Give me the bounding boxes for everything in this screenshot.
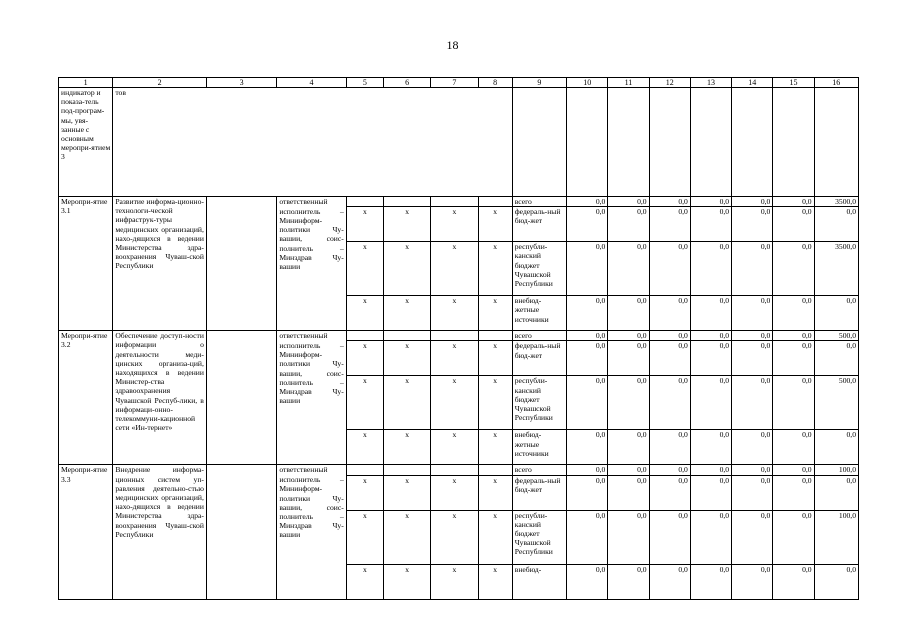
- funding-value: 3500,0: [814, 242, 858, 296]
- funding-value: 100,0: [814, 465, 858, 475]
- column-number: 4: [277, 78, 346, 88]
- funding-value: 0,0: [773, 197, 814, 207]
- funding-value: 0,0: [732, 510, 773, 564]
- funding-value: 0,0: [690, 475, 731, 510]
- column-number: 1: [59, 78, 113, 88]
- x-mark: x: [431, 510, 478, 564]
- funding-value: 0,0: [732, 376, 773, 430]
- column-number: 16: [814, 78, 858, 88]
- funding-value: 0,0: [773, 465, 814, 475]
- column-number: 15: [773, 78, 814, 88]
- executor-text: исполнитель – Мининформ-политики Чу-вашии, соис-полнитель – Минздрав Чу-вашии: [277, 475, 346, 599]
- x-mark: x: [383, 475, 430, 510]
- x-mark: x: [431, 242, 478, 296]
- funding-value: 0,0: [649, 510, 690, 564]
- executor-text: исполнитель – Мининформ-политики Чу-вашии, соис-полнитель – Минздрав Чу-вашии: [277, 207, 346, 331]
- column-number: 13: [690, 78, 731, 88]
- indicator-row: [59, 88, 859, 197]
- x-mark: x: [383, 207, 430, 242]
- funding-value: 0,0: [567, 242, 608, 296]
- x-mark: x: [431, 564, 478, 599]
- empty-cell: [649, 88, 690, 197]
- x-mark: [346, 197, 383, 207]
- funding-value: 100,0: [814, 510, 858, 564]
- empty-cell: [814, 88, 858, 197]
- funding-value: 0,0: [608, 207, 649, 242]
- x-mark: [431, 197, 478, 207]
- program-table: [58, 77, 859, 600]
- x-mark: [478, 331, 512, 341]
- empty-cell: [732, 88, 773, 197]
- x-mark: x: [478, 510, 512, 564]
- funding-value: 0,0: [690, 197, 731, 207]
- funding-value: 3500,0: [814, 197, 858, 207]
- x-mark: [383, 465, 430, 475]
- measure-code: Меропри-ятие 3.2: [59, 331, 113, 465]
- empty-cell: [206, 197, 276, 331]
- funding-value: 0,0: [608, 341, 649, 376]
- x-mark: x: [383, 430, 430, 465]
- column-number: 6: [383, 78, 430, 88]
- funding-value: 0,0: [814, 430, 858, 465]
- column-number: 9: [512, 78, 566, 88]
- funding-value: 0,0: [732, 242, 773, 296]
- funding-value: 0,0: [567, 341, 608, 376]
- empty-cell: [690, 88, 731, 197]
- empty-cell: [206, 331, 276, 465]
- page-number: 18: [446, 38, 459, 52]
- executor-text: исполнитель – Мининформ-политики Чу-вашии, соис-полнитель – Минздрав Чу-вашии: [277, 341, 346, 465]
- column-number: 12: [649, 78, 690, 88]
- column-number: 7: [431, 78, 478, 88]
- funding-value: 0,0: [814, 341, 858, 376]
- funding-value: 0,0: [814, 207, 858, 242]
- x-mark: x: [346, 564, 383, 599]
- funding-value: 0,0: [608, 475, 649, 510]
- funding-value: 0,0: [567, 376, 608, 430]
- funding-value: 0,0: [773, 475, 814, 510]
- measure-row: [59, 331, 859, 341]
- measure-name: Обеспечение доступ-ности информации о деятельности меди-цинских организа-ций, находящихся в ведении Министер-ства здравоохранения Чувашской Респуб-лики, в информаци-онно-телекоммуни-кационной сети «Ин-тернет»: [113, 331, 207, 465]
- x-mark: [478, 465, 512, 475]
- funding-value: 0,0: [567, 510, 608, 564]
- x-mark: x: [346, 341, 383, 376]
- measure-row: [59, 465, 859, 475]
- funding-value: 0,0: [814, 564, 858, 599]
- funding-value: 0,0: [608, 430, 649, 465]
- funding-value: 0,0: [649, 475, 690, 510]
- funding-value: 0,0: [690, 510, 731, 564]
- column-number: 14: [732, 78, 773, 88]
- x-mark: x: [431, 296, 478, 331]
- funding-value: 0,0: [690, 465, 731, 475]
- x-mark: x: [383, 376, 430, 430]
- measure-row: [59, 197, 859, 207]
- funding-value: 0,0: [649, 197, 690, 207]
- funding-source: федераль-ный бюд-жет: [512, 475, 566, 510]
- funding-value: 0,0: [814, 296, 858, 331]
- x-mark: x: [431, 475, 478, 510]
- funding-value: 0,0: [773, 510, 814, 564]
- funding-value: 0,0: [690, 207, 731, 242]
- funding-value: 0,0: [690, 376, 731, 430]
- funding-value: 0,0: [649, 465, 690, 475]
- funding-value: 0,0: [732, 331, 773, 341]
- funding-value: 0,0: [773, 207, 814, 242]
- funding-value: 0,0: [773, 341, 814, 376]
- funding-value: 0,0: [690, 331, 731, 341]
- measure-code: Меропри-ятие 3.1: [59, 197, 113, 331]
- funding-value: 0,0: [732, 475, 773, 510]
- funding-source: федераль-ный бюд-жет: [512, 207, 566, 242]
- funding-source: внебюд-: [512, 564, 566, 599]
- x-mark: x: [346, 207, 383, 242]
- funding-value: 0,0: [649, 376, 690, 430]
- funding-value: 0,0: [649, 242, 690, 296]
- x-mark: x: [346, 296, 383, 331]
- funding-value: 0,0: [567, 197, 608, 207]
- x-mark: x: [478, 475, 512, 510]
- funding-value: 0,0: [608, 296, 649, 331]
- funding-value: 0,0: [608, 376, 649, 430]
- x-mark: x: [383, 510, 430, 564]
- funding-value: 0,0: [608, 242, 649, 296]
- funding-source: республи-канский бюджет Чувашской Республики: [512, 376, 566, 430]
- funding-value: 0,0: [690, 564, 731, 599]
- x-mark: x: [478, 564, 512, 599]
- funding-value: 500,0: [814, 376, 858, 430]
- x-mark: x: [431, 430, 478, 465]
- measure-name: Внедрение информа-ционных систем уп-равления деятельно-стью медицинских организаций, нахо-дящихся в ведении Министерства здра-воохранения Чуваш-ской Республики: [113, 465, 207, 599]
- funding-value: 0,0: [690, 341, 731, 376]
- funding-value: 0,0: [732, 564, 773, 599]
- funding-value: 0,0: [567, 475, 608, 510]
- funding-value: 0,0: [773, 242, 814, 296]
- funding-value: 0,0: [567, 564, 608, 599]
- funding-source: всего: [512, 197, 566, 207]
- funding-value: 0,0: [649, 296, 690, 331]
- empty-cell: [206, 465, 276, 599]
- x-mark: x: [478, 430, 512, 465]
- indicator-text: тов: [113, 88, 512, 197]
- funding-value: 0,0: [773, 376, 814, 430]
- funding-value: 0,0: [773, 296, 814, 331]
- column-number: 8: [478, 78, 512, 88]
- executor-label: ответственный: [277, 197, 346, 207]
- funding-value: 0,0: [567, 296, 608, 331]
- header-row: [59, 78, 859, 88]
- x-mark: x: [478, 376, 512, 430]
- funding-value: 0,0: [732, 197, 773, 207]
- funding-value: 0,0: [690, 242, 731, 296]
- funding-value: 0,0: [773, 430, 814, 465]
- funding-value: 0,0: [649, 341, 690, 376]
- funding-value: 0,0: [649, 564, 690, 599]
- x-mark: x: [478, 207, 512, 242]
- x-mark: x: [346, 430, 383, 465]
- funding-value: 0,0: [732, 296, 773, 331]
- indicator-label: индикатор и показа-тель под-програм-мы, увя-занные с основным меропри-ятием 3: [59, 88, 113, 197]
- funding-value: 0,0: [732, 430, 773, 465]
- x-mark: [431, 465, 478, 475]
- column-number: 5: [346, 78, 383, 88]
- funding-value: 0,0: [567, 331, 608, 341]
- funding-value: 0,0: [690, 296, 731, 331]
- x-mark: x: [346, 475, 383, 510]
- executor-label: ответственный: [277, 331, 346, 341]
- x-mark: [346, 331, 383, 341]
- x-mark: x: [431, 207, 478, 242]
- empty-cell: [608, 88, 649, 197]
- funding-value: 500,0: [814, 331, 858, 341]
- x-mark: x: [478, 341, 512, 376]
- column-number: 3: [206, 78, 276, 88]
- x-mark: [478, 197, 512, 207]
- funding-value: 0,0: [567, 465, 608, 475]
- x-mark: [346, 465, 383, 475]
- funding-value: 0,0: [608, 465, 649, 475]
- x-mark: x: [478, 296, 512, 331]
- x-mark: x: [478, 242, 512, 296]
- x-mark: x: [346, 376, 383, 430]
- funding-value: 0,0: [567, 430, 608, 465]
- x-mark: x: [383, 564, 430, 599]
- funding-value: 0,0: [608, 331, 649, 341]
- funding-value: 0,0: [649, 430, 690, 465]
- x-mark: x: [346, 510, 383, 564]
- funding-source: республи-канский бюджет Чувашской Республики: [512, 242, 566, 296]
- empty-cell: [567, 88, 608, 197]
- column-number: 11: [608, 78, 649, 88]
- x-mark: x: [346, 242, 383, 296]
- funding-value: 0,0: [773, 331, 814, 341]
- funding-value: 0,0: [690, 430, 731, 465]
- x-mark: x: [383, 296, 430, 331]
- funding-value: 0,0: [608, 510, 649, 564]
- funding-value: 0,0: [649, 331, 690, 341]
- executor-label: ответственный: [277, 465, 346, 475]
- funding-value: 0,0: [649, 207, 690, 242]
- funding-value: 0,0: [608, 564, 649, 599]
- funding-value: 0,0: [732, 341, 773, 376]
- x-mark: [383, 197, 430, 207]
- x-mark: [383, 331, 430, 341]
- measure-code: Меропри-ятие 3.3: [59, 465, 113, 599]
- funding-source: республи-канский бюджет Чувашской Республики: [512, 510, 566, 564]
- x-mark: x: [431, 341, 478, 376]
- funding-value: 0,0: [608, 197, 649, 207]
- x-mark: x: [383, 242, 430, 296]
- funding-source: внебюд-жетные источники: [512, 430, 566, 465]
- x-mark: [431, 331, 478, 341]
- column-number: 2: [113, 78, 207, 88]
- funding-value: 0,0: [567, 207, 608, 242]
- funding-source: всего: [512, 465, 566, 475]
- funding-value: 0,0: [732, 207, 773, 242]
- funding-value: 0,0: [814, 475, 858, 510]
- funding-source: всего: [512, 331, 566, 341]
- measure-name: Развитие информа-ционно-технологи-ческой инфраструк-туры медицинских организаций, нахо-дящихся в ведении Министерства здра-воохранения Чуваш-ской Республики: [113, 197, 207, 331]
- x-mark: x: [383, 341, 430, 376]
- funding-source: федераль-ный бюд-жет: [512, 341, 566, 376]
- x-mark: x: [431, 376, 478, 430]
- funding-value: 0,0: [773, 564, 814, 599]
- empty-cell: [773, 88, 814, 197]
- empty-cell: [512, 88, 566, 197]
- column-number: 10: [567, 78, 608, 88]
- funding-value: 0,0: [732, 465, 773, 475]
- funding-source: внебюд-жетные источники: [512, 296, 566, 331]
